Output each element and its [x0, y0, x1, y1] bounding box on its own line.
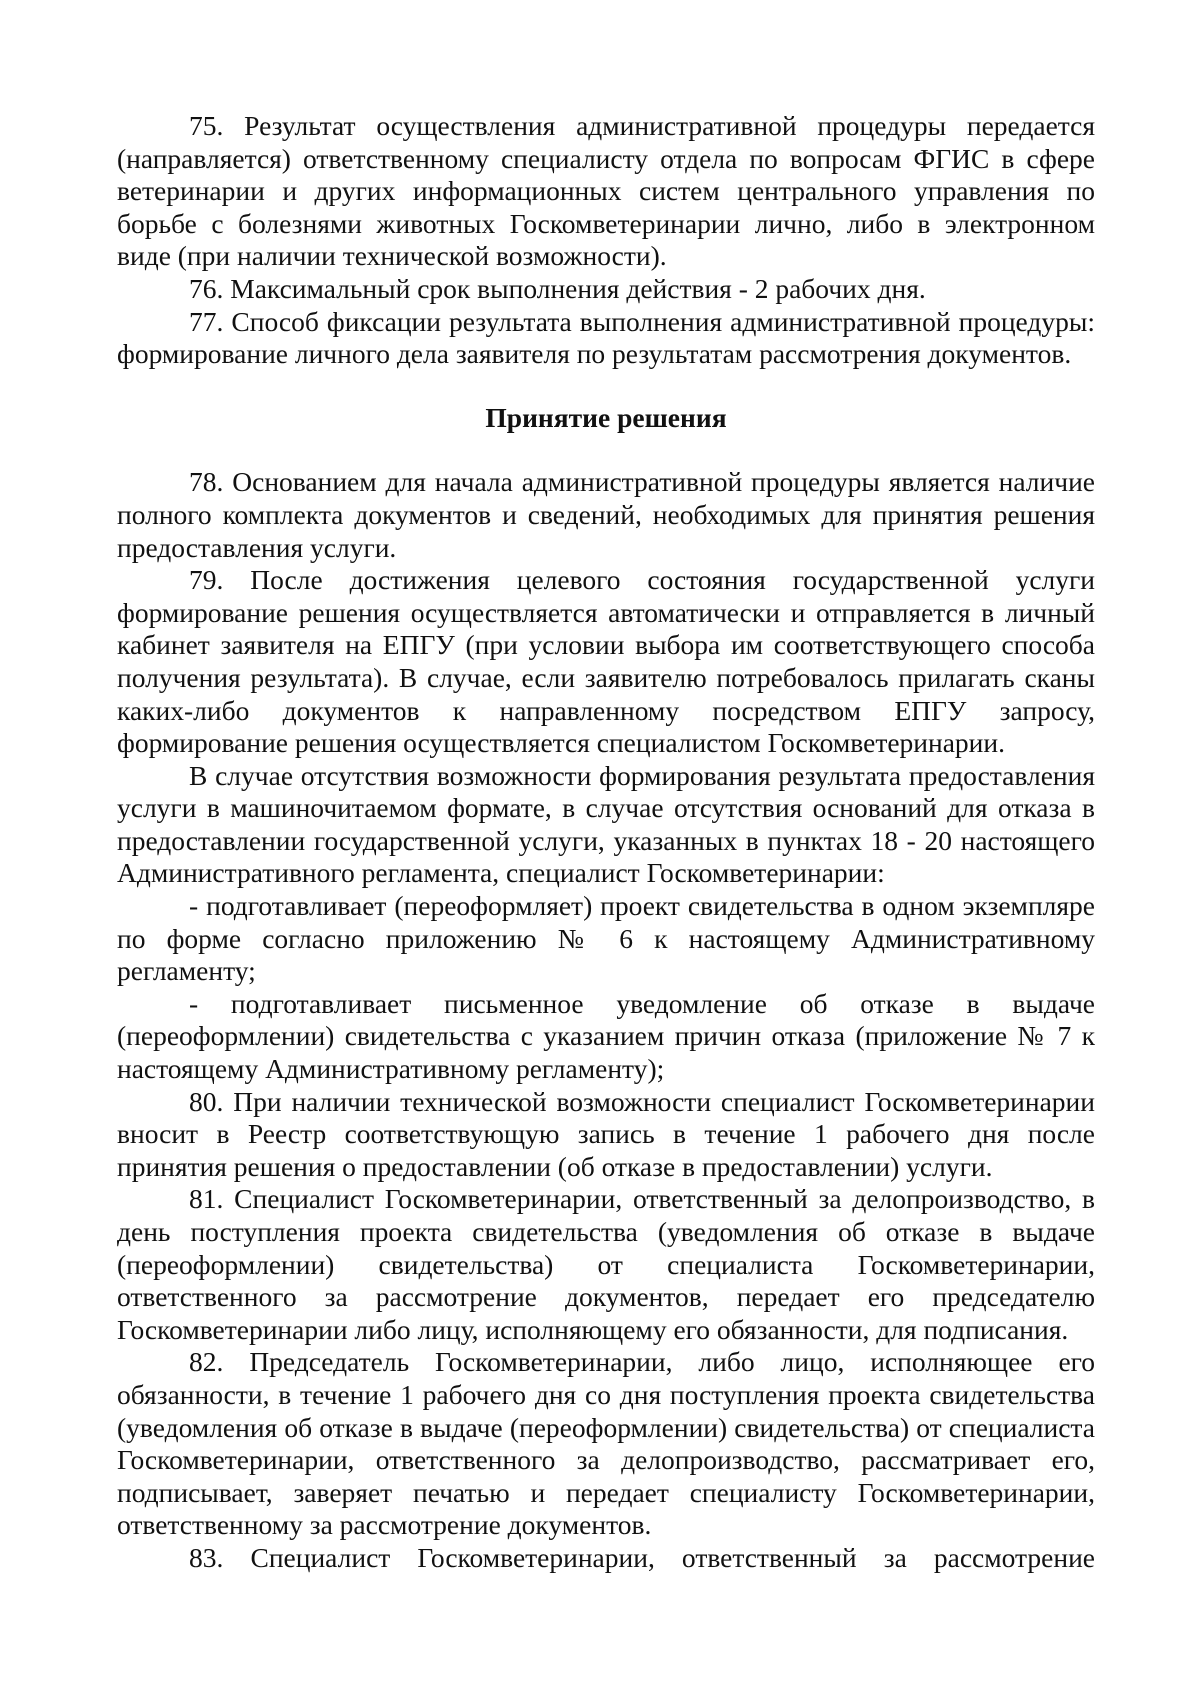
- paragraph-79-continued: В случае отсутствия возможности формирования результата предоставления услуги в машиночитаемом формате, в случае отсутствия оснований для отказа в предоставлении государственной услуги, указанных в пунктах 18 - 20 настоящего Административного регламента, специалист Госкомветеринарии:: [117, 759, 1095, 889]
- paragraph-75: 75. Результат осуществления административной процедуры передается (направляется) ответственному специалисту отдела по вопросам ФГИС в сфере ветеринарии и других информационных систем центрального управления по борьбе с болезнями животных Госкомветеринарии лично, либо в электронном виде (при наличии технической возможности).: [117, 110, 1095, 272]
- paragraph-76: 76. Максимальный срок выполнения действия - 2 рабочих дня.: [189, 272, 926, 304]
- paragraph-79: 79. После достижения целевого состояния государственной услуги формирование решения осуществляется автоматически и отправляется в личный кабинет заявителя на ЕПГУ (при условии выбора им соответствующего способа получения результата). В случае, если заявителю потребовалось прилагать сканы каких-либо документов к направленному посредством ЕПГУ запросу, формирование решения осуществляется специалистом Госкомветеринарии.: [117, 564, 1095, 759]
- paragraph-81: 81. Специалист Госкомветеринарии, ответственный за делопроизводство, в день поступления проекта свидетельства (уведомления об отказе в выдаче (переоформлении) свидетельства) от специалиста Госкомветеринарии, ответственного за рассмотрение документов, передает его председателю Госкомветеринарии либо лицу, исполняющему его обязанности, для подписания.: [117, 1183, 1095, 1345]
- section-title: Принятие решения: [485, 401, 727, 433]
- document-page: [117, 110, 1095, 1575]
- paragraph-83: 83. Специалист Госкомветеринарии, ответственный за рассмотрение: [189, 1541, 1095, 1573]
- paragraph-78: 78. Основанием для начала административной процедуры является наличие полного комплекта документов и сведений, необходимых для принятия решения предоставления услуги.: [117, 466, 1095, 563]
- paragraph-77: 77. Способ фиксации результата выполнения административной процедуры: формирование личного дела заявителя по результатам рассмотрения документов.: [117, 305, 1095, 370]
- list-item-certificate-draft: - подготавливает (переоформляет) проект свидетельства в одном экземпляре по форме согласно приложению № 6 к настоящему Административному регламенту;: [117, 890, 1095, 987]
- list-item-refusal-notice: - подготавливает письменное уведомление об отказе в выдаче (переоформлении) свидетельства с указанием причин отказа (приложение № 7 к настоящему Административному регламенту);: [117, 987, 1095, 1085]
- paragraph-80: 80. При наличии технической возможности специалист Госкомветеринарии вносит в Реестр соответствующую запись в течение 1 рабочего дня после принятия решения о предоставлении (об отказе в предоставлении) услуги.: [117, 1085, 1095, 1182]
- paragraph-82: 82. Председатель Госкомветеринарии, либо лицо, исполняющее его обязанности, в течение 1 рабочего дня со дня поступления проекта свидетельства (уведомления об отказе в выдаче (переоформлении) свидетельства) от специалиста Госкомветеринарии, ответственного за делопроизводство, рассматривает его, подписывает, заверяет печатью и передает специалисту Госкомветеринарии, ответственному за рассмотрение документов.: [117, 1346, 1095, 1541]
